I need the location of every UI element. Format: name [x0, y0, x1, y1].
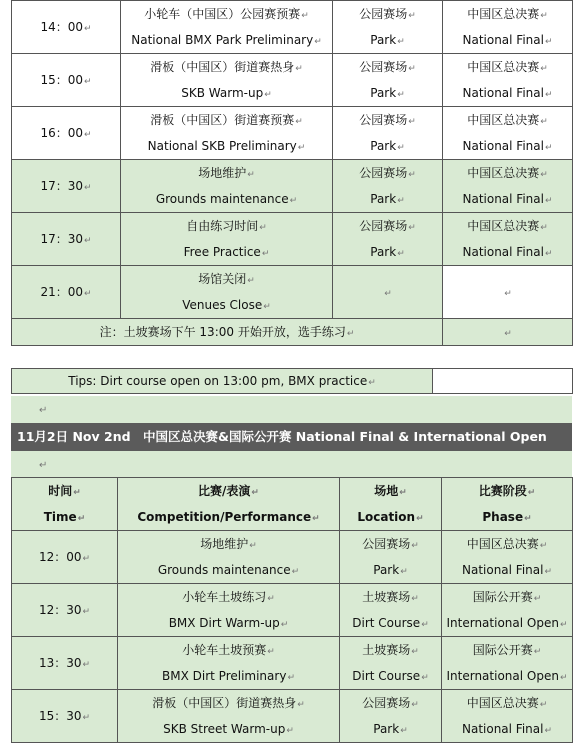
- table-row: [12, 637, 573, 690]
- cell-text: 公园赛场: [359, 7, 408, 21]
- paragraph-mark-icon: ↵: [39, 405, 48, 416]
- paragraph-mark-icon: ↵: [263, 302, 271, 312]
- cell-text: Park: [373, 722, 400, 736]
- competition-cell: [118, 690, 340, 743]
- location-cell: [340, 637, 442, 690]
- time-cell: [12, 213, 121, 266]
- paragraph-mark-icon: ↵: [267, 594, 275, 604]
- phase-cell: [443, 266, 573, 319]
- time-cell: [12, 584, 118, 637]
- cell-text: BMX Dirt Warm-up: [168, 616, 280, 630]
- paragraph-mark-icon: ↵: [504, 289, 512, 299]
- header-phase: 比赛阶段↵ Phase↵: [442, 478, 573, 531]
- day-header: [11, 423, 572, 451]
- cell-text: 自由练习时间: [186, 219, 259, 233]
- cell-text: 滑板（中国区）街道赛热身: [150, 60, 295, 74]
- paragraph-mark-icon: ↵: [544, 143, 553, 153]
- table-row: [12, 54, 573, 107]
- location-cell: [333, 1, 443, 54]
- table-row: [12, 690, 573, 743]
- phase-cell: [442, 531, 573, 584]
- paragraph-mark-icon: ↵: [533, 647, 542, 657]
- cell-text: 场馆关闭: [198, 272, 247, 286]
- paragraph-mark-icon: ↵: [287, 673, 295, 683]
- cell-text: 16：00: [40, 126, 83, 140]
- cell-text: BMX Dirt Preliminary: [162, 669, 287, 683]
- table-row: [12, 107, 573, 160]
- cell-text: 小轮车（中国区）公园赛预赛: [144, 7, 301, 21]
- paragraph-mark-icon: ↵: [289, 196, 298, 206]
- paragraph-mark-icon: ↵: [540, 170, 548, 180]
- location-cell: [340, 531, 442, 584]
- phase-cell: [443, 213, 573, 266]
- paragraph-mark-icon: ↵: [39, 460, 48, 471]
- cell-text: National Final: [462, 139, 544, 153]
- competition-cell: [121, 1, 333, 54]
- paragraph-mark-icon: ↵: [544, 249, 553, 259]
- cell-text: 21：00: [40, 285, 83, 299]
- paragraph-mark-icon: ↵: [408, 117, 416, 127]
- cell-text: National Final: [462, 86, 544, 100]
- cell-text: National SKB Preliminary: [147, 139, 297, 153]
- phase-cell: [442, 690, 573, 743]
- table-row: [12, 213, 573, 266]
- paragraph-mark-icon: ↵: [247, 170, 255, 180]
- tips-text: Tips: Dirt course open on 13:00 pm, BMX practice: [68, 374, 368, 388]
- cell-text: 中国区总决赛: [466, 537, 539, 551]
- paragraph-mark-icon: ↵: [295, 117, 303, 127]
- table-row: [12, 266, 573, 319]
- paragraph-mark-icon: ↵: [314, 37, 322, 47]
- cell-text: National Final: [461, 722, 544, 736]
- cell-text: Park: [373, 563, 400, 577]
- paragraph-mark-icon: ↵: [84, 289, 92, 299]
- paragraph-mark-icon: ↵: [421, 673, 429, 683]
- paragraph-mark-icon: ↵: [544, 196, 553, 206]
- paragraph-mark-icon: ↵: [280, 620, 289, 630]
- competition-cell: [118, 637, 340, 690]
- cell-text: 中国区总决赛: [467, 113, 540, 127]
- schedule-table-day1: [11, 0, 573, 346]
- time-cell: [12, 637, 118, 690]
- cell-text: Park: [370, 245, 397, 259]
- cell-text: 中国区总决赛: [467, 7, 540, 21]
- cell-text: National Final: [461, 563, 544, 577]
- location-cell: [333, 213, 443, 266]
- cell-text: 公园赛场: [359, 113, 408, 127]
- cell-text: Park: [370, 33, 397, 47]
- location-cell: [333, 54, 443, 107]
- competition-cell: [121, 266, 333, 319]
- cell-text: Grounds maintenance: [155, 192, 289, 206]
- paragraph-mark-icon: ↵: [384, 289, 392, 299]
- paragraph-mark-icon: ↵: [411, 541, 419, 551]
- paragraph-mark-icon: ↵: [84, 236, 92, 246]
- cell-text: 注：土坡赛场下午 13:00 开始开放，选手练习: [99, 325, 346, 339]
- header-location: 场地↵ Location↵: [340, 478, 442, 531]
- paragraph-mark-icon: ↵: [397, 143, 405, 153]
- paragraph-mark-icon: ↵: [84, 130, 92, 140]
- cell-text: 15：00: [40, 73, 83, 87]
- phase-cell: [442, 637, 573, 690]
- paragraph-mark-icon: ↵: [540, 11, 548, 21]
- paragraph-mark-icon: ↵: [408, 223, 416, 233]
- tips-cell: [12, 369, 433, 394]
- cell-text: 场地维护: [200, 537, 249, 551]
- paragraph-mark-icon: ↵: [559, 620, 568, 630]
- cell-text: Park: [370, 192, 397, 206]
- paragraph-mark-icon: ↵: [397, 249, 405, 259]
- paragraph-mark-icon: ↵: [295, 64, 303, 74]
- paragraph-mark-icon: ↵: [84, 77, 92, 87]
- cell-text: 中国区总决赛: [467, 166, 540, 180]
- cell-text: 土坡赛场: [362, 590, 411, 604]
- paragraph-mark-icon: ↵: [264, 90, 272, 100]
- table-row: [12, 584, 573, 637]
- cell-text: Free Practice: [183, 245, 261, 259]
- cell-text: 17：30: [40, 232, 83, 246]
- paragraph-mark-icon: ↵: [533, 594, 542, 604]
- cell-text: National BMX Park Preliminary: [131, 33, 314, 47]
- paragraph-mark-icon: ↵: [411, 594, 419, 604]
- paragraph-mark-icon: ↵: [84, 183, 92, 193]
- paragraph-mark-icon: ↵: [544, 567, 553, 577]
- phase-cell: [443, 107, 573, 160]
- tips-row: [11, 368, 573, 394]
- paragraph-mark-icon: ↵: [540, 117, 548, 127]
- paragraph-mark-icon: ↵: [421, 620, 429, 630]
- cell-text: 公园赛场: [359, 219, 408, 233]
- table-row: [12, 160, 573, 213]
- paragraph-mark-icon: ↵: [261, 249, 270, 259]
- cell-text: 滑板（中国区）街道赛热身: [152, 696, 297, 710]
- paragraph-mark-icon: ↵: [544, 90, 553, 100]
- paragraph-mark-icon: ↵: [540, 223, 548, 233]
- cell-text: 公园赛场: [362, 537, 411, 551]
- cell-text: 小轮车土坡练习: [182, 590, 267, 604]
- cell-text: National Final: [462, 33, 544, 47]
- time-cell: [12, 160, 121, 213]
- cell-text: Park: [370, 139, 397, 153]
- table-header-row: [12, 478, 573, 531]
- paragraph-mark-icon: ↵: [297, 700, 305, 710]
- paragraph-mark-icon: ↵: [540, 64, 548, 74]
- cell-text: 中国区总决赛: [466, 696, 539, 710]
- cell-text: International Open: [446, 616, 559, 630]
- location-cell: [333, 107, 443, 160]
- cell-text: 国际公开赛: [472, 643, 533, 657]
- header-competition: 比赛/表演↵ Competition/Performance↵: [118, 478, 340, 531]
- cell-text: 公园赛场: [359, 166, 408, 180]
- cell-text: Grounds maintenance: [157, 563, 291, 577]
- paragraph-mark-icon: ↵: [82, 660, 91, 670]
- time-cell: [12, 54, 121, 107]
- time-cell: [12, 690, 118, 743]
- time-cell: [12, 266, 121, 319]
- paragraph-mark-icon: ↵: [297, 143, 306, 153]
- competition-cell: [121, 213, 333, 266]
- cell-text: 13：30: [38, 656, 82, 670]
- cell-text: 场地维护: [198, 166, 247, 180]
- time-cell: [12, 107, 121, 160]
- cell-text: International Open: [446, 669, 559, 683]
- paragraph-mark-icon: ↵: [544, 37, 553, 47]
- competition-cell: [121, 107, 333, 160]
- paragraph-mark-icon: ↵: [84, 24, 92, 34]
- competition-cell: [118, 531, 340, 584]
- paragraph-mark-icon: ↵: [544, 726, 553, 736]
- cell-text: 公园赛场: [359, 60, 408, 74]
- phase-cell: [442, 584, 573, 637]
- paragraph-mark-icon: ↵: [539, 541, 548, 551]
- paragraph-mark-icon: ↵: [411, 700, 419, 710]
- note-row: [12, 319, 573, 346]
- phase-cell: [443, 54, 573, 107]
- cell-text: 公园赛场: [362, 696, 411, 710]
- cell-text: National Final: [462, 192, 544, 206]
- phase-cell: [443, 160, 573, 213]
- cell-text: Venues Close: [182, 298, 263, 312]
- paragraph-mark-icon: ↵: [539, 700, 548, 710]
- paragraph-mark-icon: ↵: [411, 647, 419, 657]
- paragraph-mark-icon: ↵: [249, 541, 257, 551]
- location-cell: [333, 160, 443, 213]
- cell-text: SKB Street Warm-up: [163, 722, 286, 736]
- note-empty-cell: [443, 319, 573, 346]
- cell-text: 小轮车土坡预赛: [182, 643, 267, 657]
- tips-empty-cell: [433, 369, 573, 394]
- paragraph-mark-icon: ↵: [82, 607, 91, 617]
- paragraph-mark-icon: ↵: [247, 276, 255, 286]
- paragraph-mark-icon: ↵: [291, 567, 300, 577]
- competition-cell: [121, 54, 333, 107]
- cell-text: National Final: [462, 245, 544, 259]
- paragraph-mark-icon: ↵: [408, 64, 416, 74]
- paragraph-mark-icon: ↵: [504, 329, 512, 339]
- cell-text: Dirt Course: [352, 616, 421, 630]
- location-cell: [340, 690, 442, 743]
- cell-text: Park: [370, 86, 397, 100]
- paragraph-mark-icon: ↵: [267, 647, 275, 657]
- time-cell: [12, 531, 118, 584]
- phase-cell: [443, 1, 573, 54]
- paragraph-mark-icon: ↵: [408, 11, 416, 21]
- cell-text: 14：00: [40, 20, 83, 34]
- paragraph-mark-icon: ↵: [346, 329, 355, 339]
- cell-text: 国际公开赛: [472, 590, 533, 604]
- cell-text: 17：30: [40, 179, 83, 193]
- paragraph-mark-icon: ↵: [82, 713, 91, 723]
- cell-text: SKB Warm-up: [181, 86, 264, 100]
- paragraph-mark-icon: ↵: [368, 378, 376, 388]
- paragraph-mark-icon: ↵: [559, 673, 568, 683]
- spacer-band-1: [11, 396, 572, 423]
- header-time: 时间↵ Time↵: [12, 478, 118, 531]
- schedule-table-day2: [11, 477, 573, 743]
- paragraph-mark-icon: ↵: [301, 11, 309, 21]
- paragraph-mark-icon: ↵: [397, 37, 405, 47]
- table-row: [12, 1, 573, 54]
- paragraph-mark-icon: ↵: [82, 554, 91, 564]
- spacer-band-2: [11, 451, 572, 477]
- paragraph-mark-icon: ↵: [400, 567, 408, 577]
- cell-text: 12：30: [38, 603, 82, 617]
- time-cell: [12, 1, 121, 54]
- paragraph-mark-icon: ↵: [408, 170, 416, 180]
- paragraph-mark-icon: ↵: [400, 726, 408, 736]
- competition-cell: [121, 160, 333, 213]
- cell-text: 滑板（中国区）街道赛预赛: [150, 113, 295, 127]
- paragraph-mark-icon: ↵: [397, 196, 405, 206]
- day-header-text: 11月2日 Nov 2nd 中国区总决赛&国际公开赛 National Final & International Open: [17, 429, 547, 444]
- cell-text: 土坡赛场: [362, 643, 411, 657]
- table-row: [12, 531, 573, 584]
- competition-cell: [118, 584, 340, 637]
- paragraph-mark-icon: ↵: [259, 223, 267, 233]
- cell-text: 15：30: [38, 709, 82, 723]
- paragraph-mark-icon: ↵: [397, 90, 405, 100]
- location-cell: [340, 584, 442, 637]
- location-cell: [333, 266, 443, 319]
- cell-text: 中国区总决赛: [467, 219, 540, 233]
- paragraph-mark-icon: ↵: [286, 726, 294, 736]
- note-cell: [12, 319, 443, 346]
- cell-text: 中国区总决赛: [467, 60, 540, 74]
- cell-text: 12：00: [38, 550, 82, 564]
- cell-text: Dirt Course: [352, 669, 421, 683]
